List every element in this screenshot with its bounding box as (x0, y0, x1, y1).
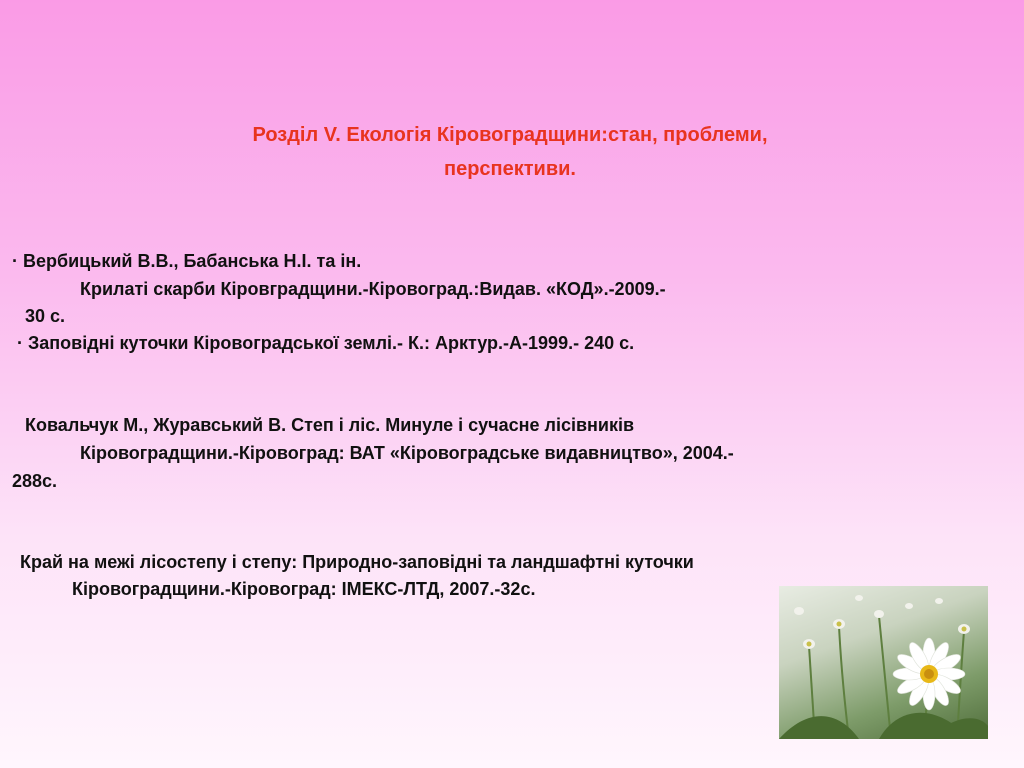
daisy-flower-icon (779, 586, 988, 739)
slide-title-line-2: перспективи. (444, 158, 576, 180)
reference-3-line-1: Ковальчук М., Журавський В. Степ і ліс. Минуле і сучасне лісівників (25, 415, 635, 435)
reference-1-line-1: · Вербицький В.В., Бабанська Н.І. та ін. (12, 251, 362, 271)
reference-1-line-3: 30 с. (25, 306, 66, 326)
reference-1-line-2: Крилаті скарби Кіровградщини.-Кіровоград.:Видав. «КОД».-2009.- (80, 279, 666, 299)
reference-4-line-2: Кіровоградщини.-Кіровоград: ІМЕКС-ЛТД, 2007.-32с. (72, 579, 536, 599)
daisy-flower-photo (779, 586, 988, 739)
slide-title-line-1: Розділ V. Екологія Кіровоградщини:стан, проблеми, (252, 124, 768, 146)
reference-3-line-2: Кіровоградщини.-Кіровоград: ВАТ «Кіровоградське видавництво», 2004.- (80, 443, 734, 463)
reference-3-line-3: 288с. (12, 471, 58, 491)
reference-2-line-1: · Заповідні куточки Кіровоградської землі.- К.: Арктур.-А-1999.- 240 с. (17, 333, 635, 353)
reference-4-line-1: Край на межі лісостепу і степу: Природно-заповідні та ландшафтні куточки (20, 552, 694, 572)
slide-title (140, 118, 880, 186)
